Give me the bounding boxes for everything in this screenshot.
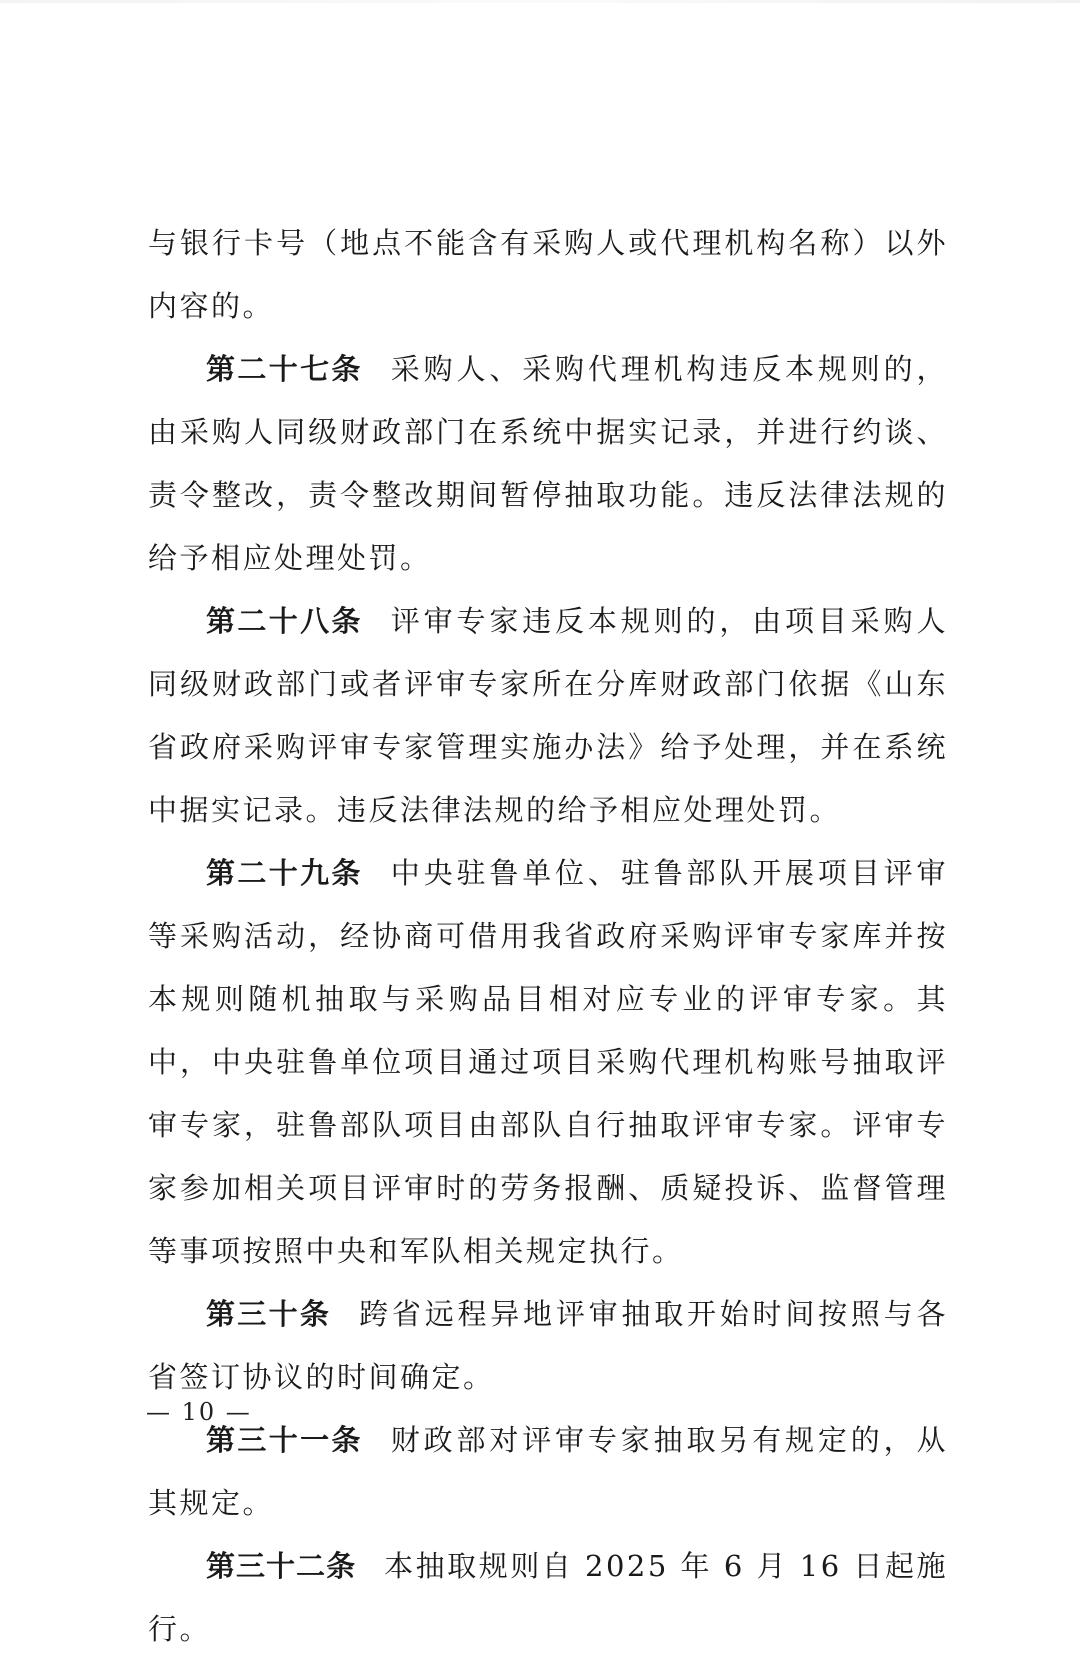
article-27 [148, 338, 948, 590]
article-heading: 第三十条 [206, 1297, 332, 1331]
article-heading: 第二十八条 [206, 604, 363, 638]
continued-paragraph: 与银行卡号（地点不能含有采购人或代理机构名称）以外内容的。 [148, 226, 948, 323]
article-29 [148, 842, 948, 1283]
article-text: 财政部对评审专家抽取另有规定的，从其规定。 [148, 1423, 948, 1520]
article-text: 跨省远程异地评审抽取开始时间按照与各省签订协议的时间确定。 [148, 1297, 948, 1394]
article-heading: 第三十一条 [206, 1423, 363, 1457]
article-32 [148, 1535, 948, 1661]
article-31 [148, 1409, 948, 1535]
article-30 [148, 1283, 948, 1409]
article-text: 评审专家违反本规则的，由项目采购人同级财政部门或者评审专家所在分库财政部门依据《山东省政府采购评审专家管理实施办法》给予处理，并在系统中据实记录。违反法律法规的给予相应处理处罚。 [148, 604, 948, 827]
article-text: 中央驻鲁单位、驻鲁部队开展项目评审等采购活动，经协商可借用我省政府采购评审专家库并按本规则随机抽取与采购品目相对应专业的评审专家。其中，中央驻鲁单位项目通过项目采购代理机构账号抽取评审专家，驻鲁部队项目由部队自行抽取评审专家。评审专家参加相关项目评审时的劳务报酬、质疑投诉、监督管理等事项按照中央和军队相关规定执行。 [148, 856, 948, 1268]
article-heading: 第三十二条 [206, 1549, 357, 1583]
page-top-edge [0, 0, 1080, 3]
article-text: 采购人、采购代理机构违反本规则的，由采购人同级财政部门在系统中据实记录，并进行约谈、责令整改，责令整改期间暂停抽取功能。违反法律法规的给予相应处理处罚。 [148, 352, 948, 575]
page-number: — 10 — [146, 1398, 252, 1426]
article-heading: 第二十七条 [206, 352, 363, 386]
article-text: 本抽取规则自 2025 年 6 月 16 日起施行。 [148, 1549, 948, 1646]
document-body [148, 212, 948, 1661]
article-heading: 第二十九条 [206, 856, 363, 890]
article-28 [148, 590, 948, 842]
